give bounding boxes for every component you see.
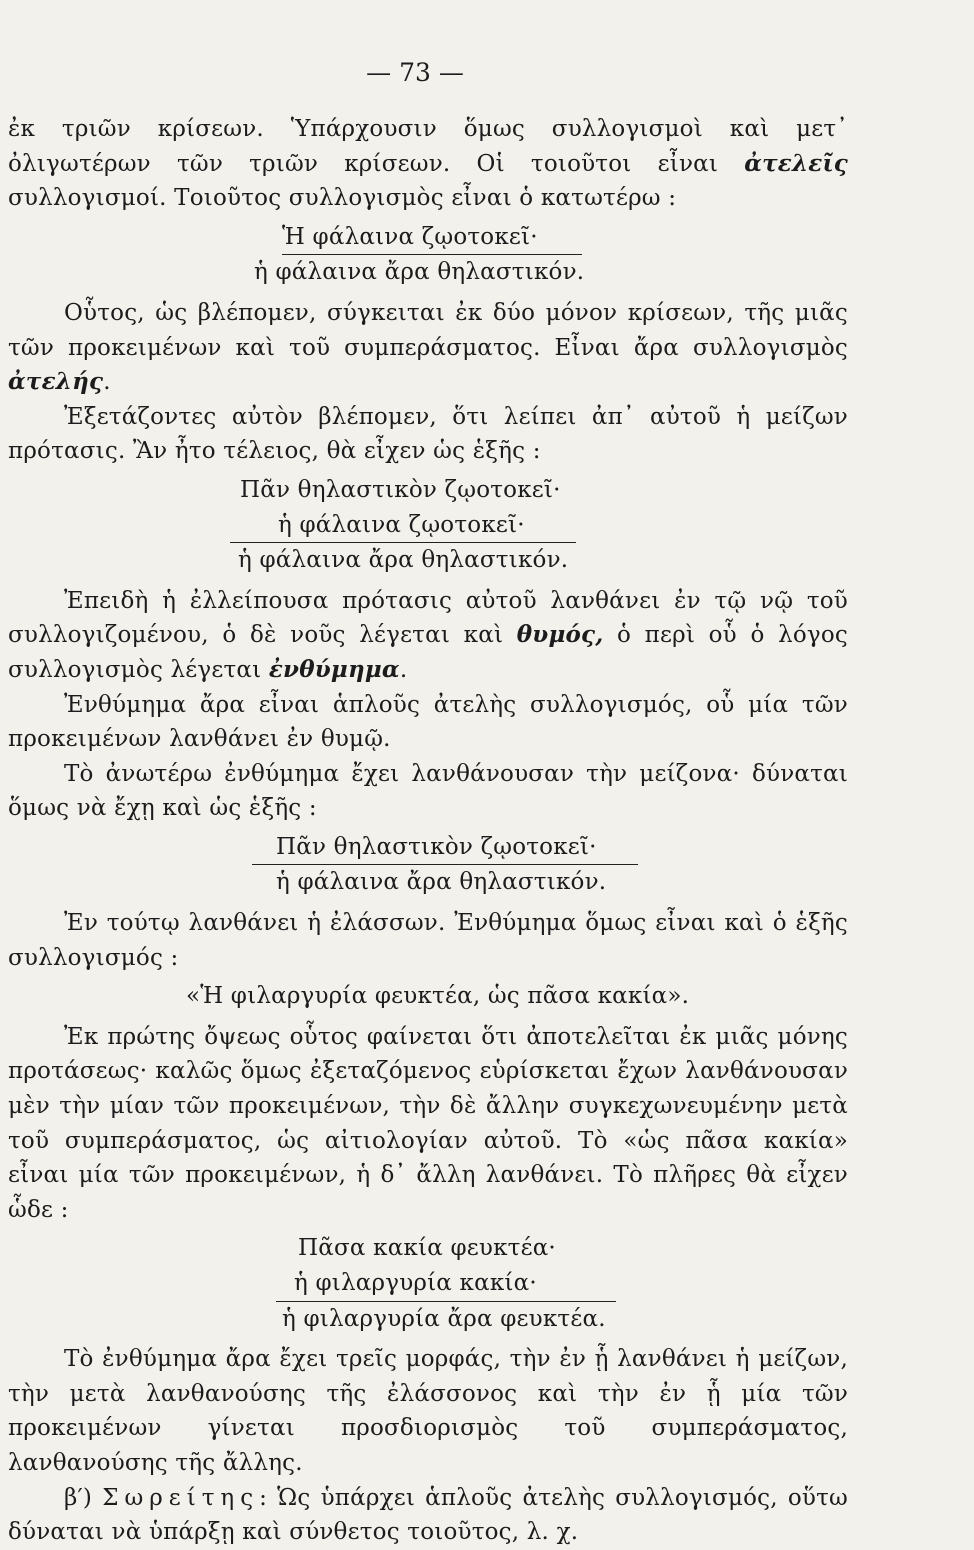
syllogism-2-line-3: ἡ φάλαινα ἄρα θηλαστικόν.: [238, 547, 569, 574]
paragraph-2: [8, 296, 848, 400]
term-thymos: θυμός,: [516, 621, 604, 649]
p2-text-a: Οὗτος, ὡς βλέπομεν, σύγκειται ἐκ δύο μόνον κρίσεων, τῆς μιᾶς τῶν προκειμένων καὶ τοῦ συμπεράσματος. Εἶναι ἄρα συλλογισμὸς: [8, 299, 848, 361]
paragraph-8: Ἐκ πρώτης ὄψεως οὗτος φαίνεται ὅτι ἀποτελεῖται ἐκ μιᾶς μόνης προτάσεως· καλῶς ὅμως ἐξεταζόμενος εὑρίσκεται ἔχων λανθάνουσαν μὲν τὴν μίαν τῶν προκειμένων, τὴν δὲ ἄλλην συγκεχωνευμένην μετὰ τοῦ συμπεράσματος, ὡς αἰτιολογίαν αὐτοῦ. Τὸ «ὡς πᾶσα κακία» εἶναι μία τῶν προκειμένων, ἡ δ᾽ ἄλλη λανθάνει. Τὸ πλῆρες θὰ εἶχεν ὧδε :: [8, 1023, 848, 1223]
paragraph-9: Τὸ ἐνθύμημα ἄρα ἔχει τρεῖς μορφάς, τὴν ἐν ᾗ λανθάνει ἡ μείζων, τὴν μετὰ λανθανούσης τῆς ἐλάσσονος καὶ τὴν ἐν ᾗ μία τῶν προκειμένων γίνεται προσδιορισμὸς τοῦ συμπεράσματος, λανθανούσης τῆς ἄλλης.: [8, 1346, 848, 1476]
paragraph-4: [8, 584, 848, 688]
term-ateleis: ἀτελεῖς: [744, 149, 848, 177]
syllogism-1: [254, 220, 848, 290]
p10-text-c: : Ὡς ὑπάρχει ἁπλοῦς ἀτελὴς συλλογισμός, οὕτω δύναται νὰ ὑπάρξῃ καὶ σύνθετος τοιοῦτος, λ. χ.: [8, 1484, 848, 1546]
syllogism-3-line-2: ἡ φάλαινα ἄρα θηλαστικόν.: [276, 869, 607, 896]
page-number: — 73 —: [366, 58, 464, 87]
p4-text-a: Ἐπειδὴ ἡ ἐλλείπουσα πρότασις αὐτοῦ λανθάνει ἐν τῷ νῷ τοῦ συλλογιζομένου, ὁ δὲ νοῦς λέγεται καὶ: [8, 587, 848, 649]
quote: [186, 979, 848, 1014]
paragraph-7: Ἐν τούτῳ λανθάνει ἡ ἐλάσσων. Ἐνθύμημα ὅμως εἶναι καὶ ὁ ἑξῆς συλλογισμός :: [8, 910, 848, 971]
syllogism-3-line-1: Πᾶν θηλαστικὸν ζῳοτοκεῖ·: [252, 830, 848, 866]
syllogism-2: [230, 473, 848, 578]
p1-text-c: συλλογισμοί. Τοιοῦτος συλλογισμὸς εἶναι ὁ κατωτέρω :: [8, 185, 677, 212]
paragraph-1: [8, 112, 848, 216]
syllogism-4-line-1: Πᾶσα κακία φευκτέα·: [298, 1235, 556, 1262]
quote-text: «Ἡ φιλαργυρία φευκτέα, ὡς πᾶσα κακία».: [186, 983, 690, 1010]
p2-text-c: .: [103, 369, 111, 396]
p4-text-e: .: [399, 656, 408, 683]
term-atelis: ἀτελής: [8, 368, 104, 396]
paragraph-6: Τὸ ἀνωτέρω ἐνθύμημα ἔχει λανθάνουσαν τὴν μείζονα· δύναται ὅμως νὰ ἔχῃ καὶ ὡς ἑξῆς :: [8, 760, 848, 822]
term-soreitis: Σωρείτης: [102, 1484, 260, 1511]
paragraph-3: Ἐξετάζοντες αὐτὸν βλέπομεν, ὅτι λείπει ἀπ᾽ αὐτοῦ ἡ μείζων πρότασις. Ἂν ἦτο τέλειος, θὰ εἶχεν ὡς ἑξῆς :: [8, 403, 848, 465]
paragraph-5: Ἐνθύμημα ἄρα εἶναι ἁπλοῦς ἀτελὴς συλλογισμός, οὗ μία τῶν προκειμένων λανθάνει ἐν θυμῷ.: [8, 691, 848, 753]
syllogism-4: [276, 1231, 848, 1336]
syllogism-2-line-2: ἡ φάλαινα ζῳοτοκεῖ·: [230, 508, 848, 544]
paragraph-10: [8, 1481, 848, 1550]
p4-text-c: ὁ περὶ οὗ ὁ λόγος συλλογισμὸς λέγεται: [8, 622, 848, 683]
p1-text-a: ἐκ τριῶν κρίσεων. Ὑπάρχουσιν ὅμως συλλογισμοὶ καὶ μετ᾽ ὀλιγωτέρων τῶν τριῶν κρίσεων. Οἱ τοιοῦτοι εἶναι: [8, 116, 848, 177]
term-enthymema: ἐνθύμημα: [268, 655, 400, 683]
syllogism-2-line-1: Πᾶν θηλαστικὸν ζῳοτοκεῖ·: [240, 476, 561, 503]
syllogism-4-line-2: ἡ φιλαργυρία κακία·: [276, 1266, 848, 1302]
p10-text-a: β′): [64, 1484, 103, 1511]
syllogism-3: [252, 830, 848, 900]
syllogism-1-line-1: Ἡ φάλαινα ζῳοτοκεῖ·: [254, 220, 848, 256]
syllogism-1-line-2: ἡ φάλαινα ἄρα θηλαστικόν.: [254, 259, 585, 286]
syllogism-4-line-3: ἡ φιλαργυρία ἄρα φευκτέα.: [282, 1305, 606, 1332]
body-text: [8, 112, 848, 1550]
